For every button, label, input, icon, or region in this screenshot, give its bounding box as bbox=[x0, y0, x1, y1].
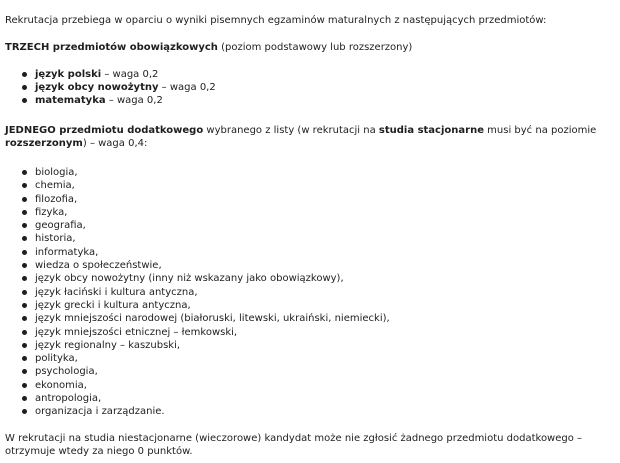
list-item bbox=[5, 405, 390, 418]
list-item bbox=[5, 179, 390, 192]
list-item bbox=[5, 232, 390, 245]
subject-name: język łaciński i kultura antyczna, bbox=[35, 286, 198, 298]
subject-name: psychologia, bbox=[35, 366, 98, 378]
list-item bbox=[5, 352, 390, 365]
subject-name: język mniejszości etnicznej – łemkowski, bbox=[35, 326, 238, 338]
subject-name: język mniejszości narodowej (białoruski, litewski, ukraiński, niemiecki), bbox=[35, 313, 390, 325]
list-item bbox=[5, 193, 390, 206]
list-item bbox=[5, 68, 216, 81]
list-item bbox=[5, 392, 390, 405]
subject-name: filozofia, bbox=[35, 193, 78, 205]
list-item bbox=[5, 326, 390, 339]
bullet-icon bbox=[22, 263, 27, 268]
list-item bbox=[5, 219, 390, 232]
subject-name: język obcy nowożytny bbox=[35, 82, 159, 93]
subject-name: matematyka bbox=[35, 95, 106, 106]
bullet-icon bbox=[22, 290, 27, 295]
bullet-icon bbox=[22, 409, 27, 414]
subject-name: polityka, bbox=[35, 353, 78, 365]
bullet-icon bbox=[22, 276, 27, 281]
subject-name: historia, bbox=[35, 233, 76, 245]
bullet-icon bbox=[22, 183, 27, 188]
subject-name: biologia, bbox=[35, 167, 78, 178]
optional-heading: JEDNEGO przedmiotu dodatkowego bbox=[5, 125, 204, 136]
subject-weight: – waga 0,2 bbox=[158, 82, 216, 93]
subject-weight: – waga 0,2 bbox=[105, 95, 163, 106]
list-item bbox=[5, 206, 390, 219]
bullet-icon bbox=[22, 236, 27, 241]
list-item bbox=[5, 365, 390, 378]
list-item bbox=[5, 312, 390, 325]
list-item bbox=[5, 81, 216, 94]
optional-subjects-list bbox=[5, 166, 390, 419]
mandatory-subjects-paragraph bbox=[5, 41, 412, 54]
list-item bbox=[5, 286, 390, 299]
optional-subject-paragraph bbox=[5, 124, 601, 150]
bullet-icon bbox=[22, 197, 27, 202]
mandatory-note: (poziom podstawowy lub rozszerzony) bbox=[217, 42, 413, 53]
subject-name: wiedza o społeczeństwie, bbox=[35, 260, 162, 272]
bullet-icon bbox=[22, 369, 27, 374]
mandatory-heading: TRZECH przedmiotów obowiązkowych bbox=[5, 42, 218, 53]
list-item bbox=[5, 94, 216, 107]
subject-name: język regionalny – kaszubski, bbox=[35, 339, 181, 351]
bullet-icon bbox=[22, 303, 27, 308]
mandatory-subjects-list bbox=[5, 68, 216, 107]
subject-name: fizyka, bbox=[35, 206, 68, 218]
bullet-icon bbox=[22, 85, 27, 90]
bullet-icon bbox=[22, 330, 27, 335]
bullet-icon bbox=[22, 223, 27, 228]
subject-name: język grecki i kultura antyczna, bbox=[35, 299, 191, 311]
bullet-icon bbox=[22, 250, 27, 255]
optional-text-3: ) – waga 0,4: bbox=[82, 138, 148, 149]
bullet-icon bbox=[22, 356, 27, 361]
bullet-icon bbox=[22, 72, 27, 77]
list-item bbox=[5, 259, 390, 272]
subject-weight: – waga 0,2 bbox=[101, 69, 159, 80]
subject-name: informatyka, bbox=[35, 246, 99, 258]
subject-name: chemia, bbox=[35, 180, 75, 192]
list-item bbox=[5, 272, 390, 285]
subject-name: antropologia, bbox=[35, 393, 102, 405]
bullet-icon bbox=[22, 170, 27, 175]
optional-emphasis: studia stacjonarne bbox=[378, 125, 484, 136]
bullet-icon bbox=[22, 396, 27, 401]
subject-name: język polski bbox=[35, 69, 102, 80]
subject-name: ekonomia, bbox=[35, 379, 87, 391]
closing-paragraph: W rekrutacji na studia niestacjonarne (wieczorowe) kandydat może nie zgłosić żadnego przedmiotu dodatkowego – otrzymuje wtedy za niego 0 punktów. bbox=[5, 433, 583, 457]
bullet-icon bbox=[22, 98, 27, 103]
list-item bbox=[5, 299, 390, 312]
list-item bbox=[5, 379, 390, 392]
subject-name: organizacja i zarządzanie. bbox=[35, 406, 165, 418]
intro-paragraph: Rekrutacja przebiega w oparciu o wyniki pisemnych egzaminów maturalnych z następujących przedmiotów: bbox=[5, 15, 547, 26]
list-item bbox=[5, 339, 390, 352]
subject-name: język obcy nowożytny (inny niż wskazany jako obowiązkowy), bbox=[35, 273, 344, 285]
list-item bbox=[5, 246, 390, 259]
optional-level: rozszerzonym bbox=[5, 138, 83, 149]
bullet-icon bbox=[22, 383, 27, 388]
optional-text-1: wybranego z listy (w rekrutacji na bbox=[203, 125, 379, 136]
list-item bbox=[5, 166, 390, 179]
subject-name: geografia, bbox=[35, 220, 86, 232]
optional-text-2: musi być na poziomie bbox=[483, 125, 597, 136]
bullet-icon bbox=[22, 210, 27, 215]
bullet-icon bbox=[22, 343, 27, 348]
bullet-icon bbox=[22, 316, 27, 321]
